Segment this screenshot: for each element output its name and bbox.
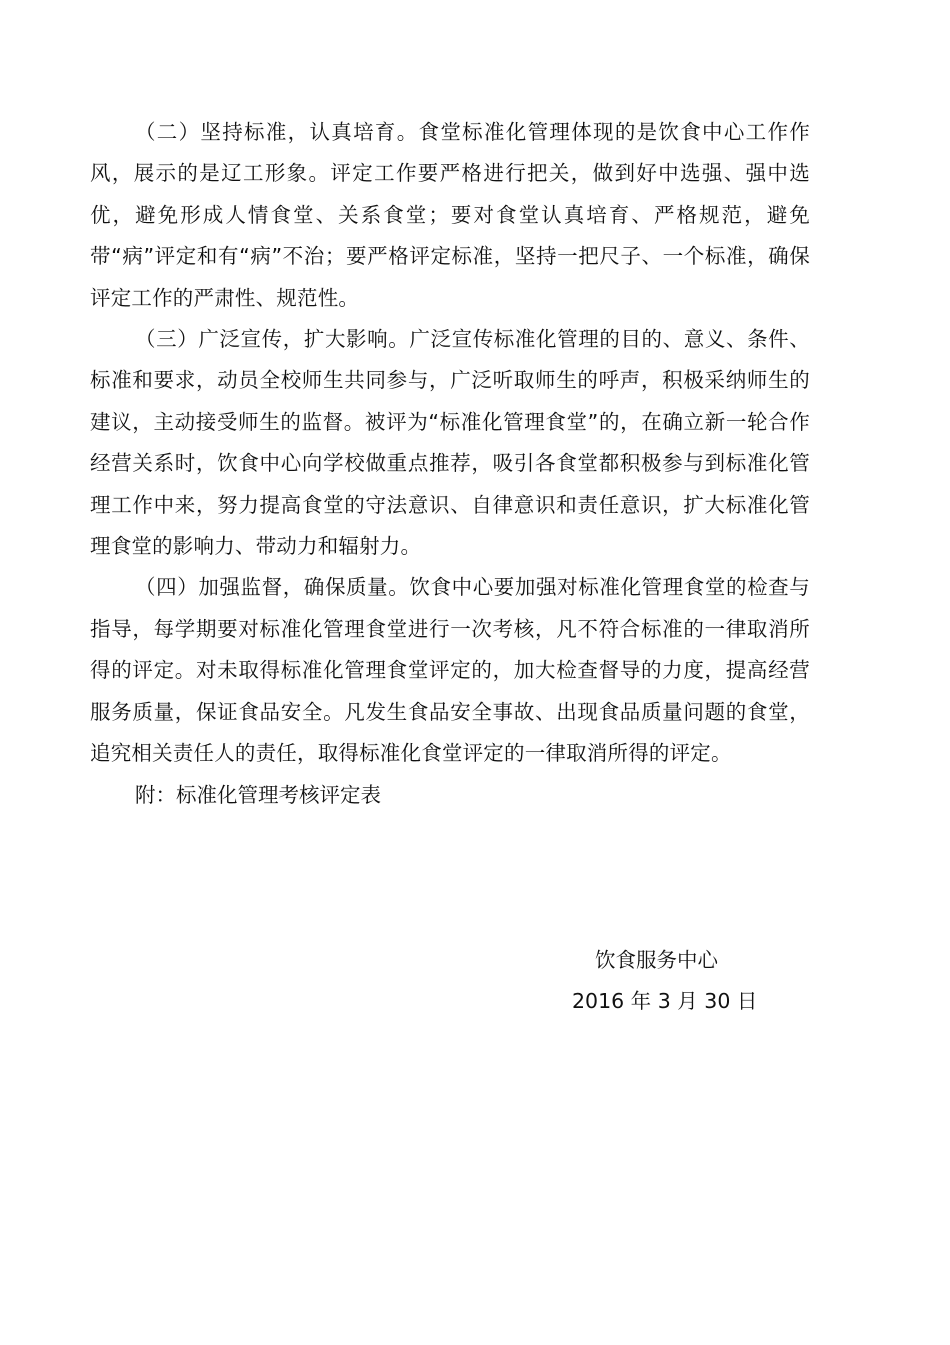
signature-date: 2016 年 3 月 30 日 — [572, 989, 758, 1013]
document-body — [90, 112, 810, 816]
paragraph-section-3: （三）广泛宣传，扩大影响。广泛宣传标准化管理的目的、意义、条件、标准和要求，动员全校师生共同参与，广泛听取师生的呼声，积极采纳师生的建议，主动接受师生的监督。被评为“标准化管理食堂”的，在确立新一轮合作经营关系时，饮食中心向学校做重点推荐，吸引各食堂都积极参与到标准化管理工作中来，努力提高食堂的守法意识、自律意识和责任意识，扩大标准化管理食堂的影响力、带动力和辐射力。 — [90, 327, 810, 559]
paragraph-section-4: （四）加强监督，确保质量。饮食中心要加强对标准化管理食堂的检查与指导，每学期要对标准化管理食堂进行一次考核，凡不符合标准的一律取消所得的评定。对未取得标准化管理食堂评定的，加大检查督导的力度，提高经营服务质量，保证食品安全。凡发生食品安全事故、出现食品质量问题的食堂，追究相关责任人的责任，取得标准化食堂评定的一律取消所得的评定。 — [90, 575, 810, 766]
paragraph-section-2: （二）坚持标准，认真培育。食堂标准化管理体现的是饮食中心工作作风，展示的是辽工形象。评定工作要严格进行把关，做到好中选强、强中选优，避免形成人情食堂、关系食堂；要对食堂认真培育、严格规范，避免带“病”评定和有“病”不治；要严格评定标准，坚持一把尺子、一个标准，确保评定工作的严肃性、规范性。 — [90, 120, 810, 310]
attachment-note: 附：标准化管理考核评定表 — [135, 782, 381, 807]
signature-block — [560, 940, 780, 1022]
signature-organization: 饮食服务中心 — [595, 948, 718, 972]
